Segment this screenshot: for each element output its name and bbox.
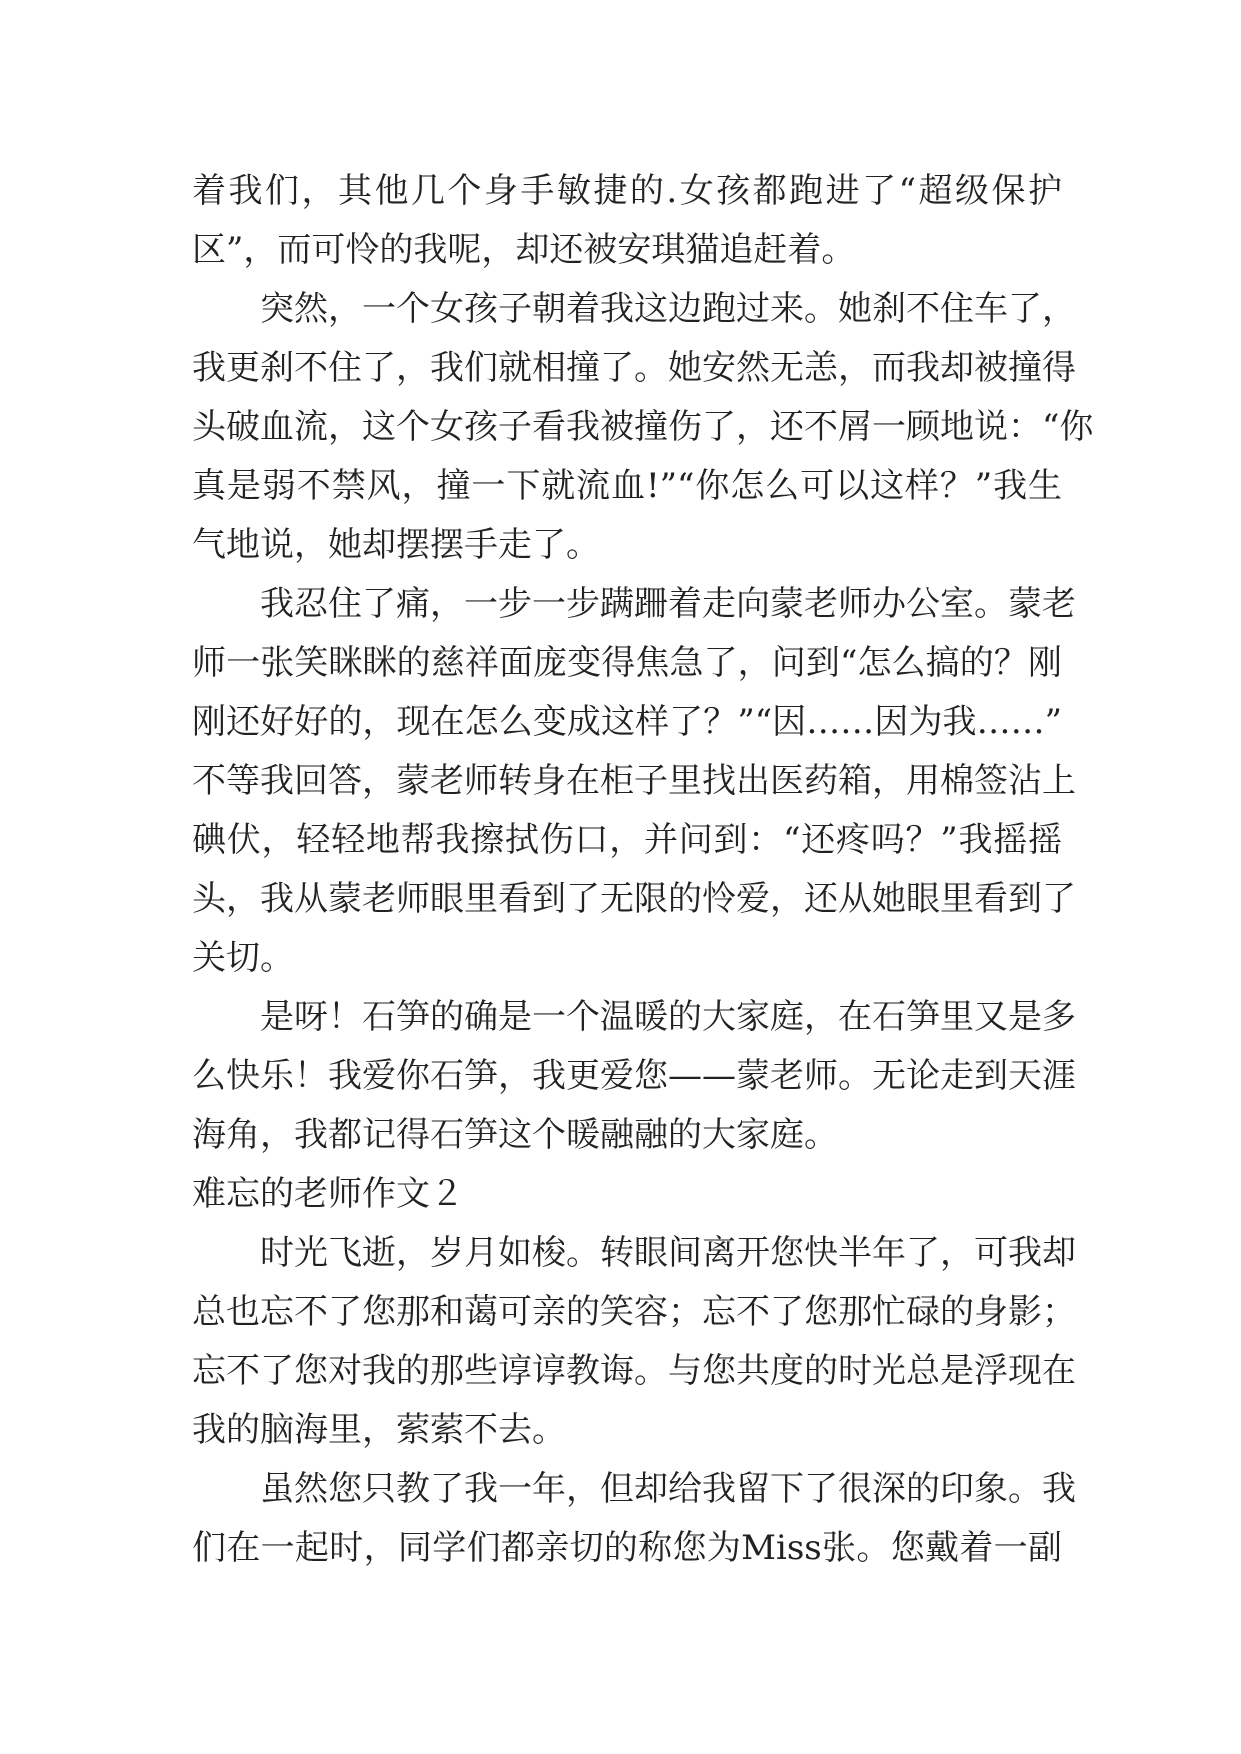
text-line: 是呀！石笋的确是一个温暖的大家庭，在石笋里又是多: [260, 997, 1076, 1037]
text-line: 区”，而可怜的我呢，却还被安琪猫追赶着。: [192, 230, 856, 270]
text-line: 真是弱不禁风，撞一下就流血!”“你怎么可以这样？”我生: [192, 466, 1062, 506]
text-line: 我更刹不住了，我们就相撞了。她安然无恙，而我却被撞得: [192, 348, 1076, 388]
paragraph: [192, 988, 1076, 1165]
paragraph: [192, 280, 1094, 575]
text-line: 总也忘不了您那和蔼可亲的笑容；忘不了您那忙碌的身影；: [192, 1292, 1076, 1332]
text-line: 时光飞逝，岁月如梭。转眼间离开您快半年了，可我却: [260, 1233, 1076, 1273]
text-line: 突然，一个女孩子朝着我这边跑过来。她刹不住车了，: [260, 289, 1076, 329]
text-line: 关切。: [192, 938, 294, 978]
paragraph: [192, 162, 1062, 280]
text-line: 气地说，她却摆摆手走了。: [192, 525, 600, 565]
section-heading: 难忘的老师作文２: [192, 1174, 464, 1214]
text-line: 头破血流，这个女孩子看我被撞伤了，还不屑一顾地说：“你: [192, 407, 1094, 447]
text-line: 师一张笑眯眯的慈祥面庞变得焦急了，问到“怎么搞的？刚: [192, 643, 1062, 683]
text-line: 么快乐！我爱你石笋，我更爱您——蒙老师。无论走到天涯: [192, 1056, 1076, 1096]
text-line: 着我们，其他几个身手敏捷的.女孩都跑进了“超级保护: [192, 171, 1062, 211]
text-line: 虽然您只教了我一年，但却给我留下了很深的印象。我: [260, 1469, 1076, 1509]
paragraph: [192, 1460, 1076, 1578]
text-line: 头，我从蒙老师眼里看到了无限的怜爱，还从她眼里看到了: [192, 879, 1076, 919]
paragraph: [192, 1224, 1076, 1460]
paragraph: [192, 575, 1076, 988]
text-line: 我忍住了痛，一步一步蹒跚着走向蒙老师办公室。蒙老: [260, 584, 1076, 624]
text-line: 海角，我都记得石笋这个暖融融的大家庭。: [192, 1115, 838, 1155]
text-line: 刚还好好的，现在怎么变成这样了？”“因……因为我……”: [192, 702, 1062, 742]
text-line: 们在一起时，同学们都亲切的称您为Miss张。您戴着一副: [192, 1528, 1062, 1568]
text-line: 碘伏，轻轻地帮我擦拭伤口，并问到：“还疼吗？”我摇摇: [192, 820, 1062, 860]
text-line: 我的脑海里，萦萦不去。: [192, 1410, 566, 1450]
text-line: 不等我回答，蒙老师转身在柜子里找出医药箱，用棉签沾上: [192, 761, 1076, 801]
text-line: 忘不了您对我的那些谆谆教诲。与您共度的时光总是浮现在: [192, 1351, 1076, 1391]
essay-body: [192, 162, 1094, 1578]
